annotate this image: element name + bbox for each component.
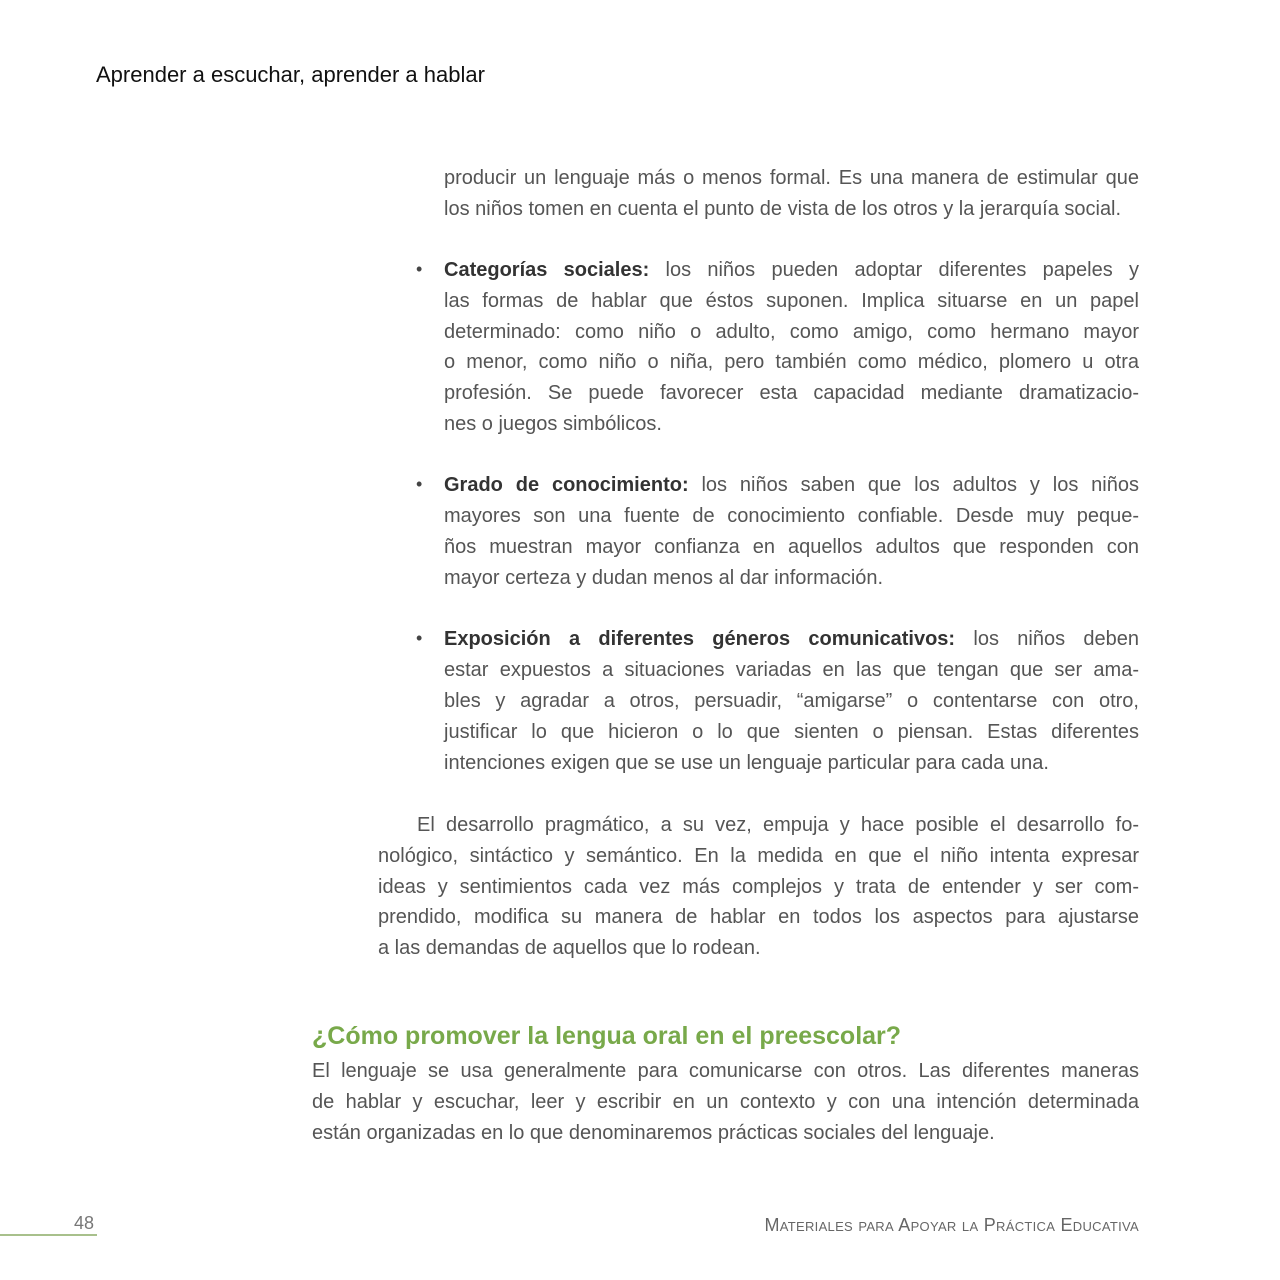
bullet-line: estar expuestos a situaciones variadas en las que tengan que ser ama- [444, 659, 1139, 681]
para-line: El desarrollo pragmático, a su vez, empuja y hace posible el desarrollo fo- [417, 814, 1139, 836]
bullet-term: Categorías sociales: [444, 259, 650, 281]
bullet-line: nes o juegos simbólicos. [444, 413, 662, 435]
section-line: El lenguaje se usa generalmente para comunicarse con otros. Las diferentes maneras [312, 1060, 1139, 1082]
bullet-line: mayores son una fuente de conocimiento confiable. Desde muy peque- [444, 505, 1139, 527]
bullet-icon: • [416, 474, 423, 494]
section-line: de hablar y escuchar, leer y escribir en un contexto y con una intención determinada [312, 1091, 1139, 1113]
bullet-line: las formas de hablar que éstos suponen. Implica situarse en un papel [444, 290, 1139, 312]
cont-line: producir un lenguaje más o menos formal. Es una manera de estimular que [444, 167, 1139, 189]
bullet-icon: • [416, 259, 423, 279]
para-line: nológico, sintáctico y semántico. En la medida en que el niño intenta expresar [378, 845, 1139, 867]
page-number-rule [0, 1234, 97, 1236]
bullet-line: Exposición a diferentes géneros comunicativos: los niños deben [444, 628, 1139, 650]
bullet-icon: • [416, 628, 423, 648]
para-line: ideas y sentimientos cada vez más complejos y trata de entender y ser com- [378, 876, 1139, 898]
bullet-line: profesión. Se puede favorecer esta capacidad mediante dramatizacio- [444, 382, 1139, 404]
section-line: están organizadas en lo que denominaremos prácticas sociales del lenguaje. [312, 1122, 995, 1144]
bullet-term: Grado de conocimiento: [444, 474, 689, 496]
bullet-line: ños muestran mayor confianza en aquellos adultos que responden con [444, 536, 1139, 558]
footer-series-title: Materiales para Apoyar la Práctica Educativa [764, 1215, 1139, 1235]
bullet-line: intenciones exigen que se use un lenguaje particular para cada una. [444, 752, 1049, 774]
bullet-line: o menor, como niño o niña, pero también como médico, plomero u otra [444, 351, 1139, 373]
bullet-line: justificar lo que hicieron o lo que sienten o piensan. Estas diferentes [444, 721, 1139, 743]
bullet-term: Exposición a diferentes géneros comunicativos: [444, 628, 956, 650]
running-header: Aprender a escuchar, aprender a hablar [96, 62, 485, 87]
bullet-line: Categorías sociales: los niños pueden adoptar diferentes papeles y [444, 259, 1139, 281]
cont-line: los niños tomen en cuenta el punto de vista de los otros y la jerarquía social. [444, 198, 1122, 220]
bullet-line: Grado de conocimiento: los niños saben que los adultos y los niños [444, 474, 1139, 496]
page-number: 48 [74, 1213, 95, 1233]
bullet-line: bles y agradar a otros, persuadir, “amigarse” o contentarse con otro, [444, 690, 1139, 712]
section-heading: ¿Cómo promover la lengua oral en el preescolar? [312, 1022, 902, 1050]
bullet-line: determinado: como niño o adulto, como amigo, como hermano mayor [444, 321, 1139, 343]
para-line: prendido, modifica su manera de hablar en todos los aspectos para ajustarse [378, 906, 1139, 928]
para-line: a las demandas de aquellos que lo rodean. [378, 937, 761, 959]
bullet-line: mayor certeza y dudan menos al dar información. [444, 567, 884, 589]
